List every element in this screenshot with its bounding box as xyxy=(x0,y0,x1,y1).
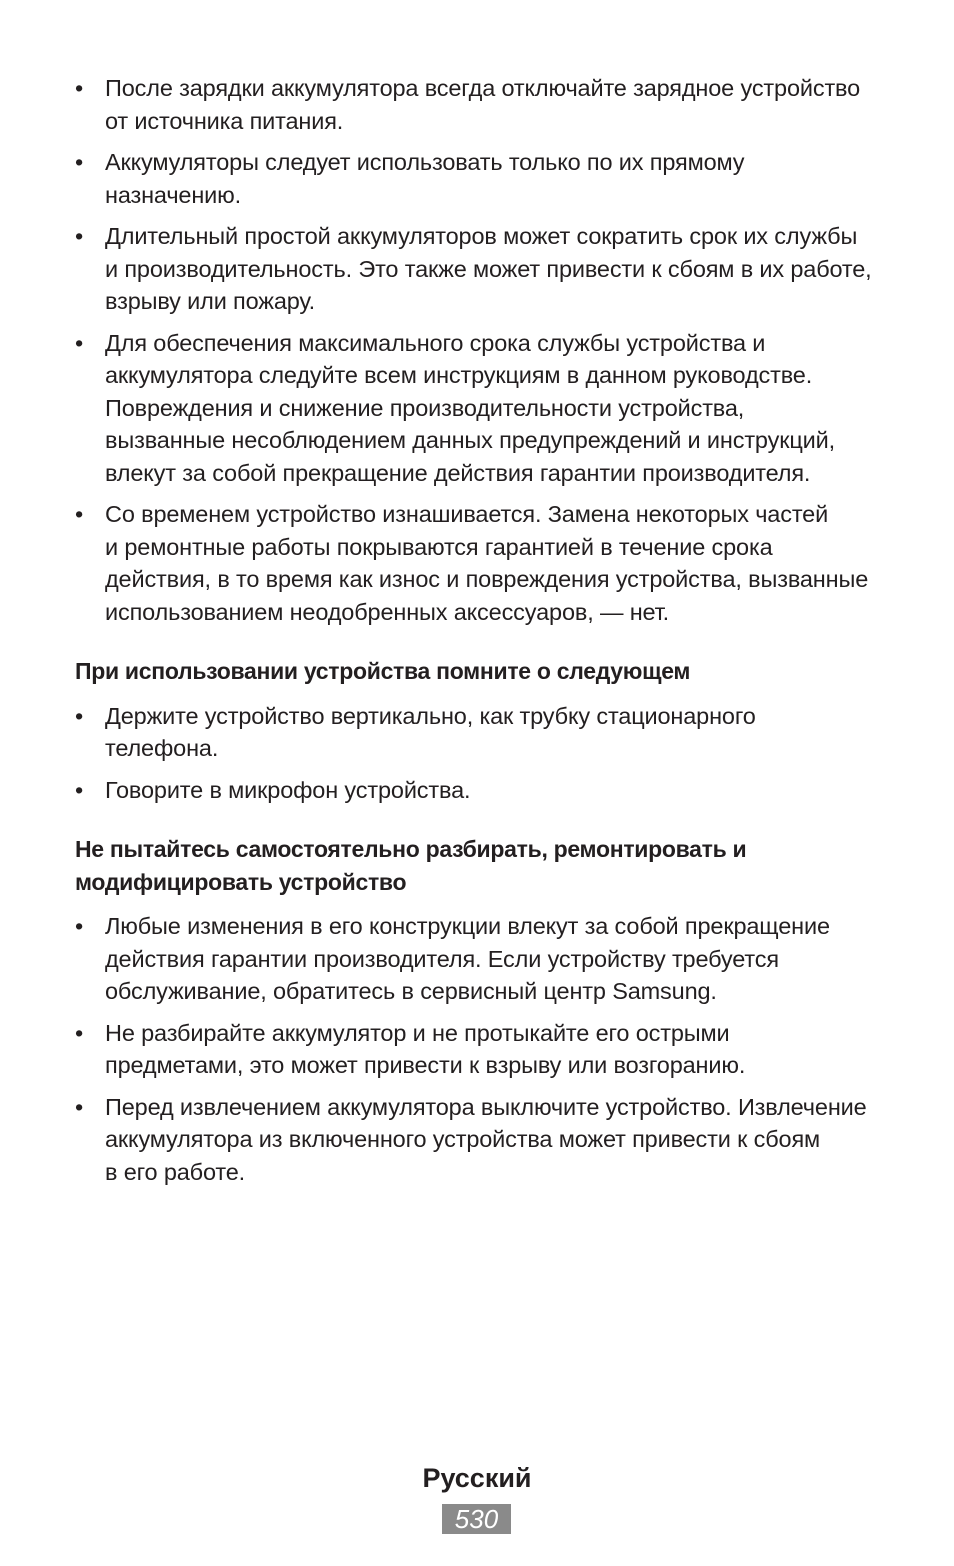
section-heading-usage: При использовании устройства помните о следующем xyxy=(75,658,691,684)
repair-list xyxy=(75,910,890,1188)
content-area xyxy=(75,72,890,1197)
bullet-icon: • xyxy=(75,1019,84,1046)
list-item xyxy=(75,910,890,1008)
section-heading-repair: Не пытайтесь самостоятельно разбирать, ремонтировать и модифицировать устройство xyxy=(75,836,747,895)
footer-language: Русский xyxy=(422,1463,532,1493)
bullet-icon: • xyxy=(75,1093,84,1120)
list-item xyxy=(75,220,890,318)
list-item xyxy=(75,774,890,807)
usage-list xyxy=(75,700,890,807)
bullet-icon: • xyxy=(75,149,84,175)
list-item-text: Любые изменения в его конструкции влекут за собой прекращение действия гарантии производителя. Если устройству требуется обслуживание, обратитесь в сервисный центр Samsung. xyxy=(105,913,830,1004)
list-item xyxy=(75,72,890,137)
list-item xyxy=(75,700,890,765)
list-item-text: Длительный простой аккумуляторов может сократить срок их службы и производительность. Это также может привести к сбоям в их работе, взрыву или пожару. xyxy=(105,223,872,314)
bullet-icon: • xyxy=(75,75,84,101)
list-item-text: Для обеспечения максимального срока службы устройства и аккумулятора следуйте всем инструкциям в данном руководстве. Повреждения и снижение производительности устройства, вызванные несоблюдением данных предупреждений и инструкций, влекут за собой прекращение действия гарантии производителя. xyxy=(105,329,835,486)
bullet-icon: • xyxy=(75,776,84,803)
page-number: 530 xyxy=(442,1504,511,1534)
list-item-text: Держите устройство вертикально, как трубку стационарного телефона. xyxy=(105,702,756,761)
bullet-icon: • xyxy=(75,501,84,527)
bullet-icon: • xyxy=(75,913,84,939)
list-item-text: Перед извлечением аккумулятора выключите устройство. Извлечение аккумулятора из включенного устройства может привести к сбоям в его работе. xyxy=(105,1093,867,1185)
list-item xyxy=(75,327,890,490)
list-item xyxy=(75,146,890,211)
list-item-text: Говорите в микрофон устройства. xyxy=(105,776,471,803)
battery-list xyxy=(75,72,890,628)
list-item xyxy=(75,498,890,628)
bullet-icon: • xyxy=(75,223,84,249)
list-item-text: Аккумуляторы следует использовать только по их прямому назначению. xyxy=(105,149,745,208)
list-item-text: После зарядки аккумулятора всегда отключайте зарядное устройство от источника питания. xyxy=(105,75,861,134)
bullet-icon: • xyxy=(75,702,84,729)
list-item-text: Со временем устройство изнашивается. Замена некоторых частей и ремонтные работы покрываются гарантией в течение срока действия, в то время как износ и повреждения устройства, вызванные использованием неодобренных аксессуаров, — нет. xyxy=(105,501,869,625)
bullet-icon: • xyxy=(75,329,84,356)
list-item xyxy=(75,1091,890,1189)
list-item xyxy=(75,1017,890,1082)
list-item-text: Не разбирайте аккумулятор и не протыкайте его острыми предметами, это может привести к взрыву или возгоранию. xyxy=(105,1019,746,1078)
